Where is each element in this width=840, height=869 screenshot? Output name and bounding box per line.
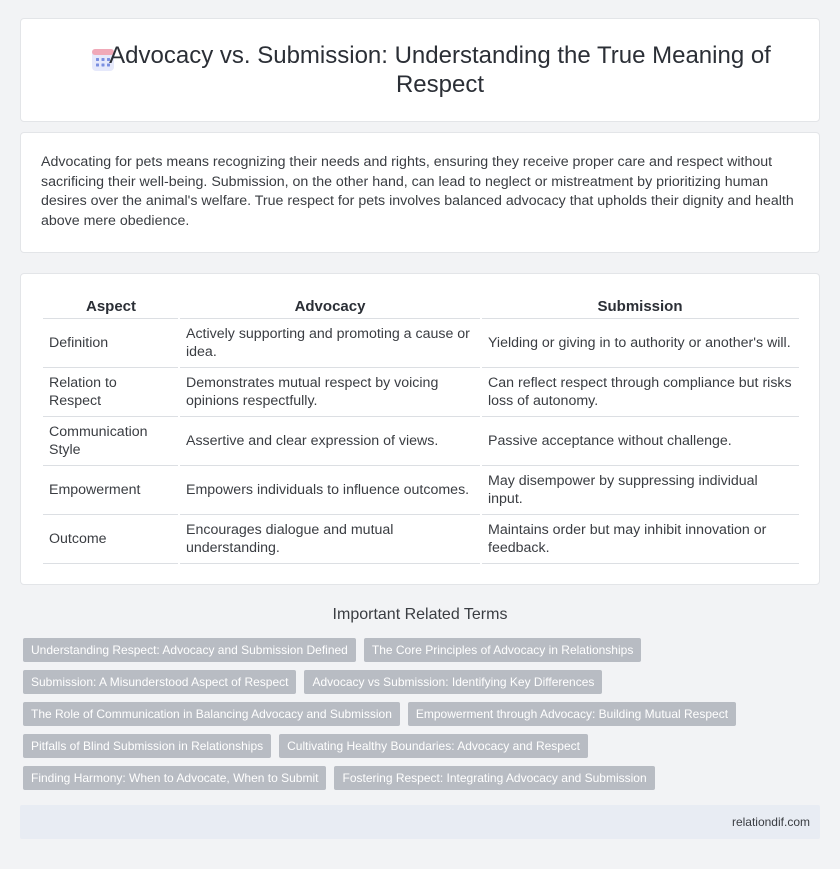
submission-cell: Passive acceptance without challenge. [481, 416, 799, 465]
related-term-tag[interactable]: Submission: A Misunderstood Aspect of Respect [23, 670, 296, 694]
aspect-cell: Relation to Respect [43, 367, 179, 416]
related-term-tag[interactable]: Understanding Respect: Advocacy and Submission Defined [23, 638, 356, 662]
advocacy-cell: Demonstrates mutual respect by voicing opinions respectfully. [179, 367, 481, 416]
table-row [43, 318, 799, 367]
related-term-tag[interactable]: The Core Principles of Advocacy in Relationships [364, 638, 641, 662]
comparison-table [43, 296, 799, 564]
page-title: Advocacy vs. Submission: Understanding the True Meaning of Respect [109, 42, 771, 98]
related-terms-title: Important Related Terms [332, 606, 508, 623]
aspect-cell: Communication Style [43, 416, 179, 465]
advocacy-cell: Assertive and clear expression of views. [179, 416, 481, 465]
related-terms-tags [23, 638, 823, 798]
intro-text: Advocating for pets means recognizing their needs and rights, ensuring they receive proper care and respect without sacrificing their well-being. Submission, on the other hand, can lead to neglect or mistreatment by prioritizing human desires over the animal's welfare. True respect for pets involves balanced advocacy that upholds their dignity and health above mere obedience. [41, 154, 794, 229]
related-term-tag[interactable]: Cultivating Healthy Boundaries: Advocacy and Respect [279, 734, 588, 758]
related-term-tag[interactable]: Empowerment through Advocacy: Building Mutual Respect [408, 702, 736, 726]
footer [20, 805, 820, 839]
tag-row [23, 670, 823, 694]
tag-row [23, 702, 823, 726]
submission-cell: Can reflect respect through compliance but risks loss of autonomy. [481, 367, 799, 416]
header-aspect: Aspect [43, 296, 179, 318]
tag-row [23, 734, 823, 758]
table-row [43, 465, 799, 514]
submission-cell: May disempower by suppressing individual input. [481, 465, 799, 514]
comparison-table-card [20, 273, 820, 585]
aspect-cell: Definition [43, 318, 179, 367]
intro-card [20, 132, 820, 253]
advocacy-cell: Encourages dialogue and mutual understanding. [179, 514, 481, 563]
table-row [43, 367, 799, 416]
related-term-tag[interactable]: The Role of Communication in Balancing Advocacy and Submission [23, 702, 400, 726]
footer-site-link[interactable]: relationdif.com [731, 815, 810, 829]
related-term-tag[interactable]: Advocacy vs Submission: Identifying Key Differences [304, 670, 602, 694]
aspect-cell: Empowerment [43, 465, 179, 514]
table-row [43, 514, 799, 563]
table-header-row [43, 296, 799, 318]
header-submission: Submission [481, 296, 799, 318]
advocacy-cell: Empowers individuals to influence outcomes. [179, 465, 481, 514]
related-term-tag[interactable]: Finding Harmony: When to Advocate, When to Submit [23, 766, 326, 790]
related-term-tag[interactable]: Pitfalls of Blind Submission in Relationships [23, 734, 271, 758]
aspect-cell: Outcome [43, 514, 179, 563]
tag-row [23, 766, 823, 790]
related-term-tag[interactable]: Fostering Respect: Integrating Advocacy and Submission [334, 766, 654, 790]
table-row [43, 416, 799, 465]
submission-cell: Maintains order but may inhibit innovation or feedback. [481, 514, 799, 563]
submission-cell: Yielding or giving in to authority or another's will. [481, 318, 799, 367]
header-card [20, 18, 820, 122]
tag-row [23, 638, 823, 662]
header-advocacy: Advocacy [179, 296, 481, 318]
advocacy-cell: Actively supporting and promoting a cause or idea. [179, 318, 481, 367]
